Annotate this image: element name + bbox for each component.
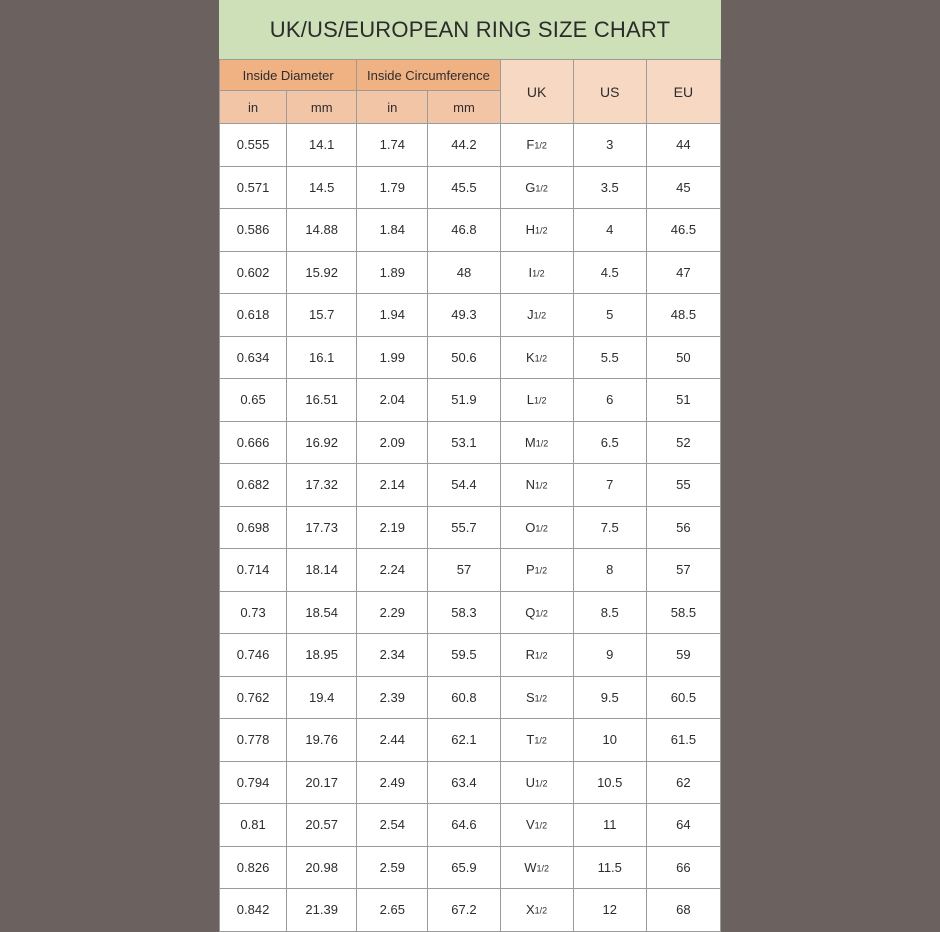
- cell-eu-size: 50: [646, 336, 720, 379]
- uk-size-fraction: 1/2: [535, 608, 548, 619]
- cell-uk-size: [500, 379, 573, 422]
- cell-us-size: 7.5: [573, 506, 646, 549]
- cell-diameter-in: 0.778: [220, 719, 287, 762]
- cell-diameter-mm: 14.88: [287, 209, 357, 252]
- cell-circumference-mm: 64.6: [428, 804, 500, 847]
- cell-circumference-in: 2.59: [357, 846, 428, 889]
- cell-diameter-in: 0.698: [220, 506, 287, 549]
- cell-uk-size: [500, 676, 573, 719]
- cell-circumference-in: 1.94: [357, 294, 428, 337]
- cell-uk-size: [500, 421, 573, 464]
- header-uk: UK: [500, 60, 573, 124]
- table-row: [220, 464, 721, 507]
- uk-size-fraction: 1/2: [532, 268, 545, 279]
- uk-size-fraction: 1/2: [535, 778, 548, 789]
- uk-size-letter: N: [525, 477, 536, 493]
- table-body: [220, 124, 721, 932]
- header-circumference-mm: mm: [428, 91, 500, 124]
- cell-circumference-in: 1.74: [357, 124, 428, 167]
- cell-eu-size: 60.5: [646, 676, 720, 719]
- cell-us-size: 8: [573, 549, 646, 592]
- cell-diameter-in: 0.571: [220, 166, 287, 209]
- header-circumference-in: in: [357, 91, 428, 124]
- table-row: [220, 719, 721, 762]
- cell-uk-size: [500, 336, 573, 379]
- cell-diameter-mm: 17.73: [287, 506, 357, 549]
- cell-us-size: 9: [573, 634, 646, 677]
- cell-circumference-in: 2.49: [357, 761, 428, 804]
- cell-diameter-mm: 17.32: [287, 464, 357, 507]
- cell-diameter-in: 0.65: [220, 379, 287, 422]
- cell-diameter-in: 0.794: [220, 761, 287, 804]
- header-diameter-mm: mm: [287, 91, 357, 124]
- uk-size-letter: K: [526, 349, 535, 365]
- cell-uk-size: [500, 166, 573, 209]
- cell-uk-size: [500, 591, 573, 634]
- cell-diameter-mm: 19.76: [287, 719, 357, 762]
- cell-diameter-mm: 15.7: [287, 294, 357, 337]
- cell-diameter-mm: 20.17: [287, 761, 357, 804]
- cell-circumference-mm: 58.3: [428, 591, 500, 634]
- uk-size-letter: M: [524, 434, 536, 450]
- cell-circumference-in: 2.14: [357, 464, 428, 507]
- cell-eu-size: 51: [646, 379, 720, 422]
- cell-circumference-mm: 62.1: [428, 719, 500, 762]
- uk-size-fraction: 1/2: [534, 820, 548, 831]
- header-diameter-in: in: [220, 91, 287, 124]
- cell-circumference-mm: 46.8: [428, 209, 500, 252]
- cell-diameter-mm: 16.51: [287, 379, 357, 422]
- table-row: [220, 506, 721, 549]
- cell-diameter-mm: 14.5: [287, 166, 357, 209]
- cell-eu-size: 64: [646, 804, 720, 847]
- cell-circumference-in: 1.79: [357, 166, 428, 209]
- uk-size-fraction: 1/2: [536, 863, 549, 874]
- cell-diameter-in: 0.666: [220, 421, 287, 464]
- cell-uk-size: [500, 846, 573, 889]
- uk-size-letter: V: [526, 817, 535, 833]
- ring-size-table: [219, 59, 721, 932]
- table-row: [220, 166, 721, 209]
- cell-diameter-mm: 15.92: [287, 251, 357, 294]
- uk-size-letter: I: [528, 264, 533, 280]
- table-row: [220, 676, 721, 719]
- cell-circumference-mm: 50.6: [428, 336, 500, 379]
- cell-eu-size: 56: [646, 506, 720, 549]
- table-header-groups: [220, 60, 721, 91]
- cell-diameter-mm: 16.92: [287, 421, 357, 464]
- table-row: [220, 336, 721, 379]
- uk-size-fraction: 1/2: [535, 523, 548, 534]
- cell-circumference-mm: 51.9: [428, 379, 500, 422]
- ring-size-chart-card: [219, 0, 721, 932]
- cell-us-size: 10.5: [573, 761, 646, 804]
- table-row: [220, 761, 721, 804]
- uk-size-fraction: 1/2: [533, 310, 547, 321]
- table-row: [220, 379, 721, 422]
- cell-diameter-mm: 20.98: [287, 846, 357, 889]
- cell-diameter-mm: 18.95: [287, 634, 357, 677]
- table-row: [220, 804, 721, 847]
- cell-uk-size: [500, 634, 573, 677]
- uk-size-letter: X: [526, 902, 535, 918]
- cell-diameter-in: 0.555: [220, 124, 287, 167]
- cell-diameter-in: 0.602: [220, 251, 287, 294]
- cell-diameter-in: 0.682: [220, 464, 287, 507]
- cell-eu-size: 44: [646, 124, 720, 167]
- uk-size-letter: H: [525, 222, 536, 238]
- header-eu: EU: [646, 60, 720, 124]
- table-row: [220, 846, 721, 889]
- cell-circumference-in: 2.09: [357, 421, 428, 464]
- cell-eu-size: 68: [646, 889, 720, 932]
- table-header: [220, 60, 721, 124]
- uk-size-letter: O: [525, 519, 536, 535]
- cell-circumference-mm: 59.5: [428, 634, 500, 677]
- cell-uk-size: [500, 506, 573, 549]
- cell-circumference-in: 1.99: [357, 336, 428, 379]
- uk-size-fraction: 1/2: [534, 905, 548, 916]
- uk-size-letter: U: [525, 774, 536, 790]
- uk-size-letter: T: [526, 732, 535, 748]
- cell-uk-size: [500, 294, 573, 337]
- cell-us-size: 5.5: [573, 336, 646, 379]
- cell-diameter-in: 0.842: [220, 889, 287, 932]
- uk-size-letter: L: [526, 392, 534, 408]
- cell-circumference-mm: 65.9: [428, 846, 500, 889]
- cell-uk-size: [500, 209, 573, 252]
- cell-circumference-in: 2.04: [357, 379, 428, 422]
- cell-eu-size: 45: [646, 166, 720, 209]
- cell-eu-size: 62: [646, 761, 720, 804]
- cell-us-size: 11: [573, 804, 646, 847]
- uk-size-letter: Q: [525, 604, 536, 620]
- cell-us-size: 3.5: [573, 166, 646, 209]
- cell-eu-size: 52: [646, 421, 720, 464]
- cell-diameter-in: 0.73: [220, 591, 287, 634]
- uk-size-fraction: 1/2: [534, 693, 548, 704]
- uk-size-fraction: 1/2: [535, 650, 548, 661]
- cell-us-size: 8.5: [573, 591, 646, 634]
- cell-circumference-in: 2.65: [357, 889, 428, 932]
- uk-size-fraction: 1/2: [534, 140, 547, 151]
- cell-circumference-mm: 55.7: [428, 506, 500, 549]
- cell-circumference-mm: 57: [428, 549, 500, 592]
- cell-diameter-mm: 20.57: [287, 804, 357, 847]
- table-row: [220, 209, 721, 252]
- cell-us-size: 4.5: [573, 251, 646, 294]
- cell-uk-size: [500, 804, 573, 847]
- cell-circumference-in: 2.44: [357, 719, 428, 762]
- cell-diameter-mm: 21.39: [287, 889, 357, 932]
- uk-size-fraction: 1/2: [535, 480, 548, 491]
- uk-size-fraction: 1/2: [535, 438, 549, 449]
- cell-diameter-mm: 16.1: [287, 336, 357, 379]
- cell-circumference-in: 1.89: [357, 251, 428, 294]
- uk-size-fraction: 1/2: [535, 183, 548, 194]
- cell-diameter-mm: 19.4: [287, 676, 357, 719]
- cell-eu-size: 61.5: [646, 719, 720, 762]
- cell-circumference-mm: 49.3: [428, 294, 500, 337]
- cell-circumference-in: 2.34: [357, 634, 428, 677]
- uk-size-fraction: 1/2: [534, 353, 548, 364]
- cell-diameter-in: 0.826: [220, 846, 287, 889]
- table-row: [220, 124, 721, 167]
- cell-diameter-in: 0.618: [220, 294, 287, 337]
- cell-diameter-in: 0.81: [220, 804, 287, 847]
- table-row: [220, 251, 721, 294]
- cell-uk-size: [500, 719, 573, 762]
- cell-eu-size: 66: [646, 846, 720, 889]
- uk-size-fraction: 1/2: [534, 735, 547, 746]
- cell-eu-size: 48.5: [646, 294, 720, 337]
- cell-us-size: 7: [573, 464, 646, 507]
- cell-circumference-in: 2.54: [357, 804, 428, 847]
- cell-us-size: 6: [573, 379, 646, 422]
- cell-us-size: 12: [573, 889, 646, 932]
- header-inside-diameter: Inside Diameter: [220, 60, 357, 91]
- cell-eu-size: 59: [646, 634, 720, 677]
- cell-us-size: 11.5: [573, 846, 646, 889]
- cell-us-size: 5: [573, 294, 646, 337]
- cell-diameter-mm: 18.54: [287, 591, 357, 634]
- cell-circumference-mm: 48: [428, 251, 500, 294]
- uk-size-letter: W: [524, 859, 537, 875]
- uk-size-letter: R: [525, 647, 536, 663]
- table-row: [220, 421, 721, 464]
- cell-diameter-in: 0.714: [220, 549, 287, 592]
- table-row: [220, 549, 721, 592]
- cell-uk-size: [500, 549, 573, 592]
- cell-eu-size: 58.5: [646, 591, 720, 634]
- cell-circumference-mm: 44.2: [428, 124, 500, 167]
- cell-diameter-in: 0.746: [220, 634, 287, 677]
- header-us: US: [573, 60, 646, 124]
- cell-circumference-in: 2.24: [357, 549, 428, 592]
- cell-circumference-in: 2.29: [357, 591, 428, 634]
- cell-diameter-mm: 14.1: [287, 124, 357, 167]
- cell-circumference-mm: 60.8: [428, 676, 500, 719]
- cell-circumference-mm: 53.1: [428, 421, 500, 464]
- table-row: [220, 294, 721, 337]
- cell-eu-size: 57: [646, 549, 720, 592]
- cell-uk-size: [500, 889, 573, 932]
- cell-diameter-in: 0.762: [220, 676, 287, 719]
- cell-us-size: 6.5: [573, 421, 646, 464]
- cell-us-size: 4: [573, 209, 646, 252]
- uk-size-letter: G: [525, 179, 536, 195]
- cell-eu-size: 55: [646, 464, 720, 507]
- uk-size-letter: P: [526, 562, 535, 578]
- uk-size-letter: J: [527, 307, 534, 323]
- uk-size-letter: F: [526, 137, 535, 153]
- cell-circumference-mm: 45.5: [428, 166, 500, 209]
- page-title: UK/US/EUROPEAN RING SIZE CHART: [219, 0, 721, 59]
- cell-uk-size: [500, 464, 573, 507]
- cell-uk-size: [500, 124, 573, 167]
- table-row: [220, 591, 721, 634]
- cell-eu-size: 46.5: [646, 209, 720, 252]
- cell-circumference-mm: 54.4: [428, 464, 500, 507]
- uk-size-fraction: 1/2: [535, 225, 548, 236]
- table-row: [220, 889, 721, 932]
- table-row: [220, 634, 721, 677]
- cell-uk-size: [500, 761, 573, 804]
- uk-size-letter: S: [526, 689, 535, 705]
- cell-us-size: 10: [573, 719, 646, 762]
- header-inside-circumference: Inside Circumference: [357, 60, 500, 91]
- uk-size-fraction: 1/2: [533, 395, 547, 406]
- cell-eu-size: 47: [646, 251, 720, 294]
- cell-us-size: 3: [573, 124, 646, 167]
- cell-circumference-in: 1.84: [357, 209, 428, 252]
- cell-uk-size: [500, 251, 573, 294]
- uk-size-fraction: 1/2: [534, 565, 548, 576]
- cell-circumference-in: 2.39: [357, 676, 428, 719]
- cell-us-size: 9.5: [573, 676, 646, 719]
- cell-diameter-in: 0.586: [220, 209, 287, 252]
- cell-diameter-in: 0.634: [220, 336, 287, 379]
- cell-circumference-in: 2.19: [357, 506, 428, 549]
- cell-circumference-mm: 63.4: [428, 761, 500, 804]
- cell-circumference-mm: 67.2: [428, 889, 500, 932]
- cell-diameter-mm: 18.14: [287, 549, 357, 592]
